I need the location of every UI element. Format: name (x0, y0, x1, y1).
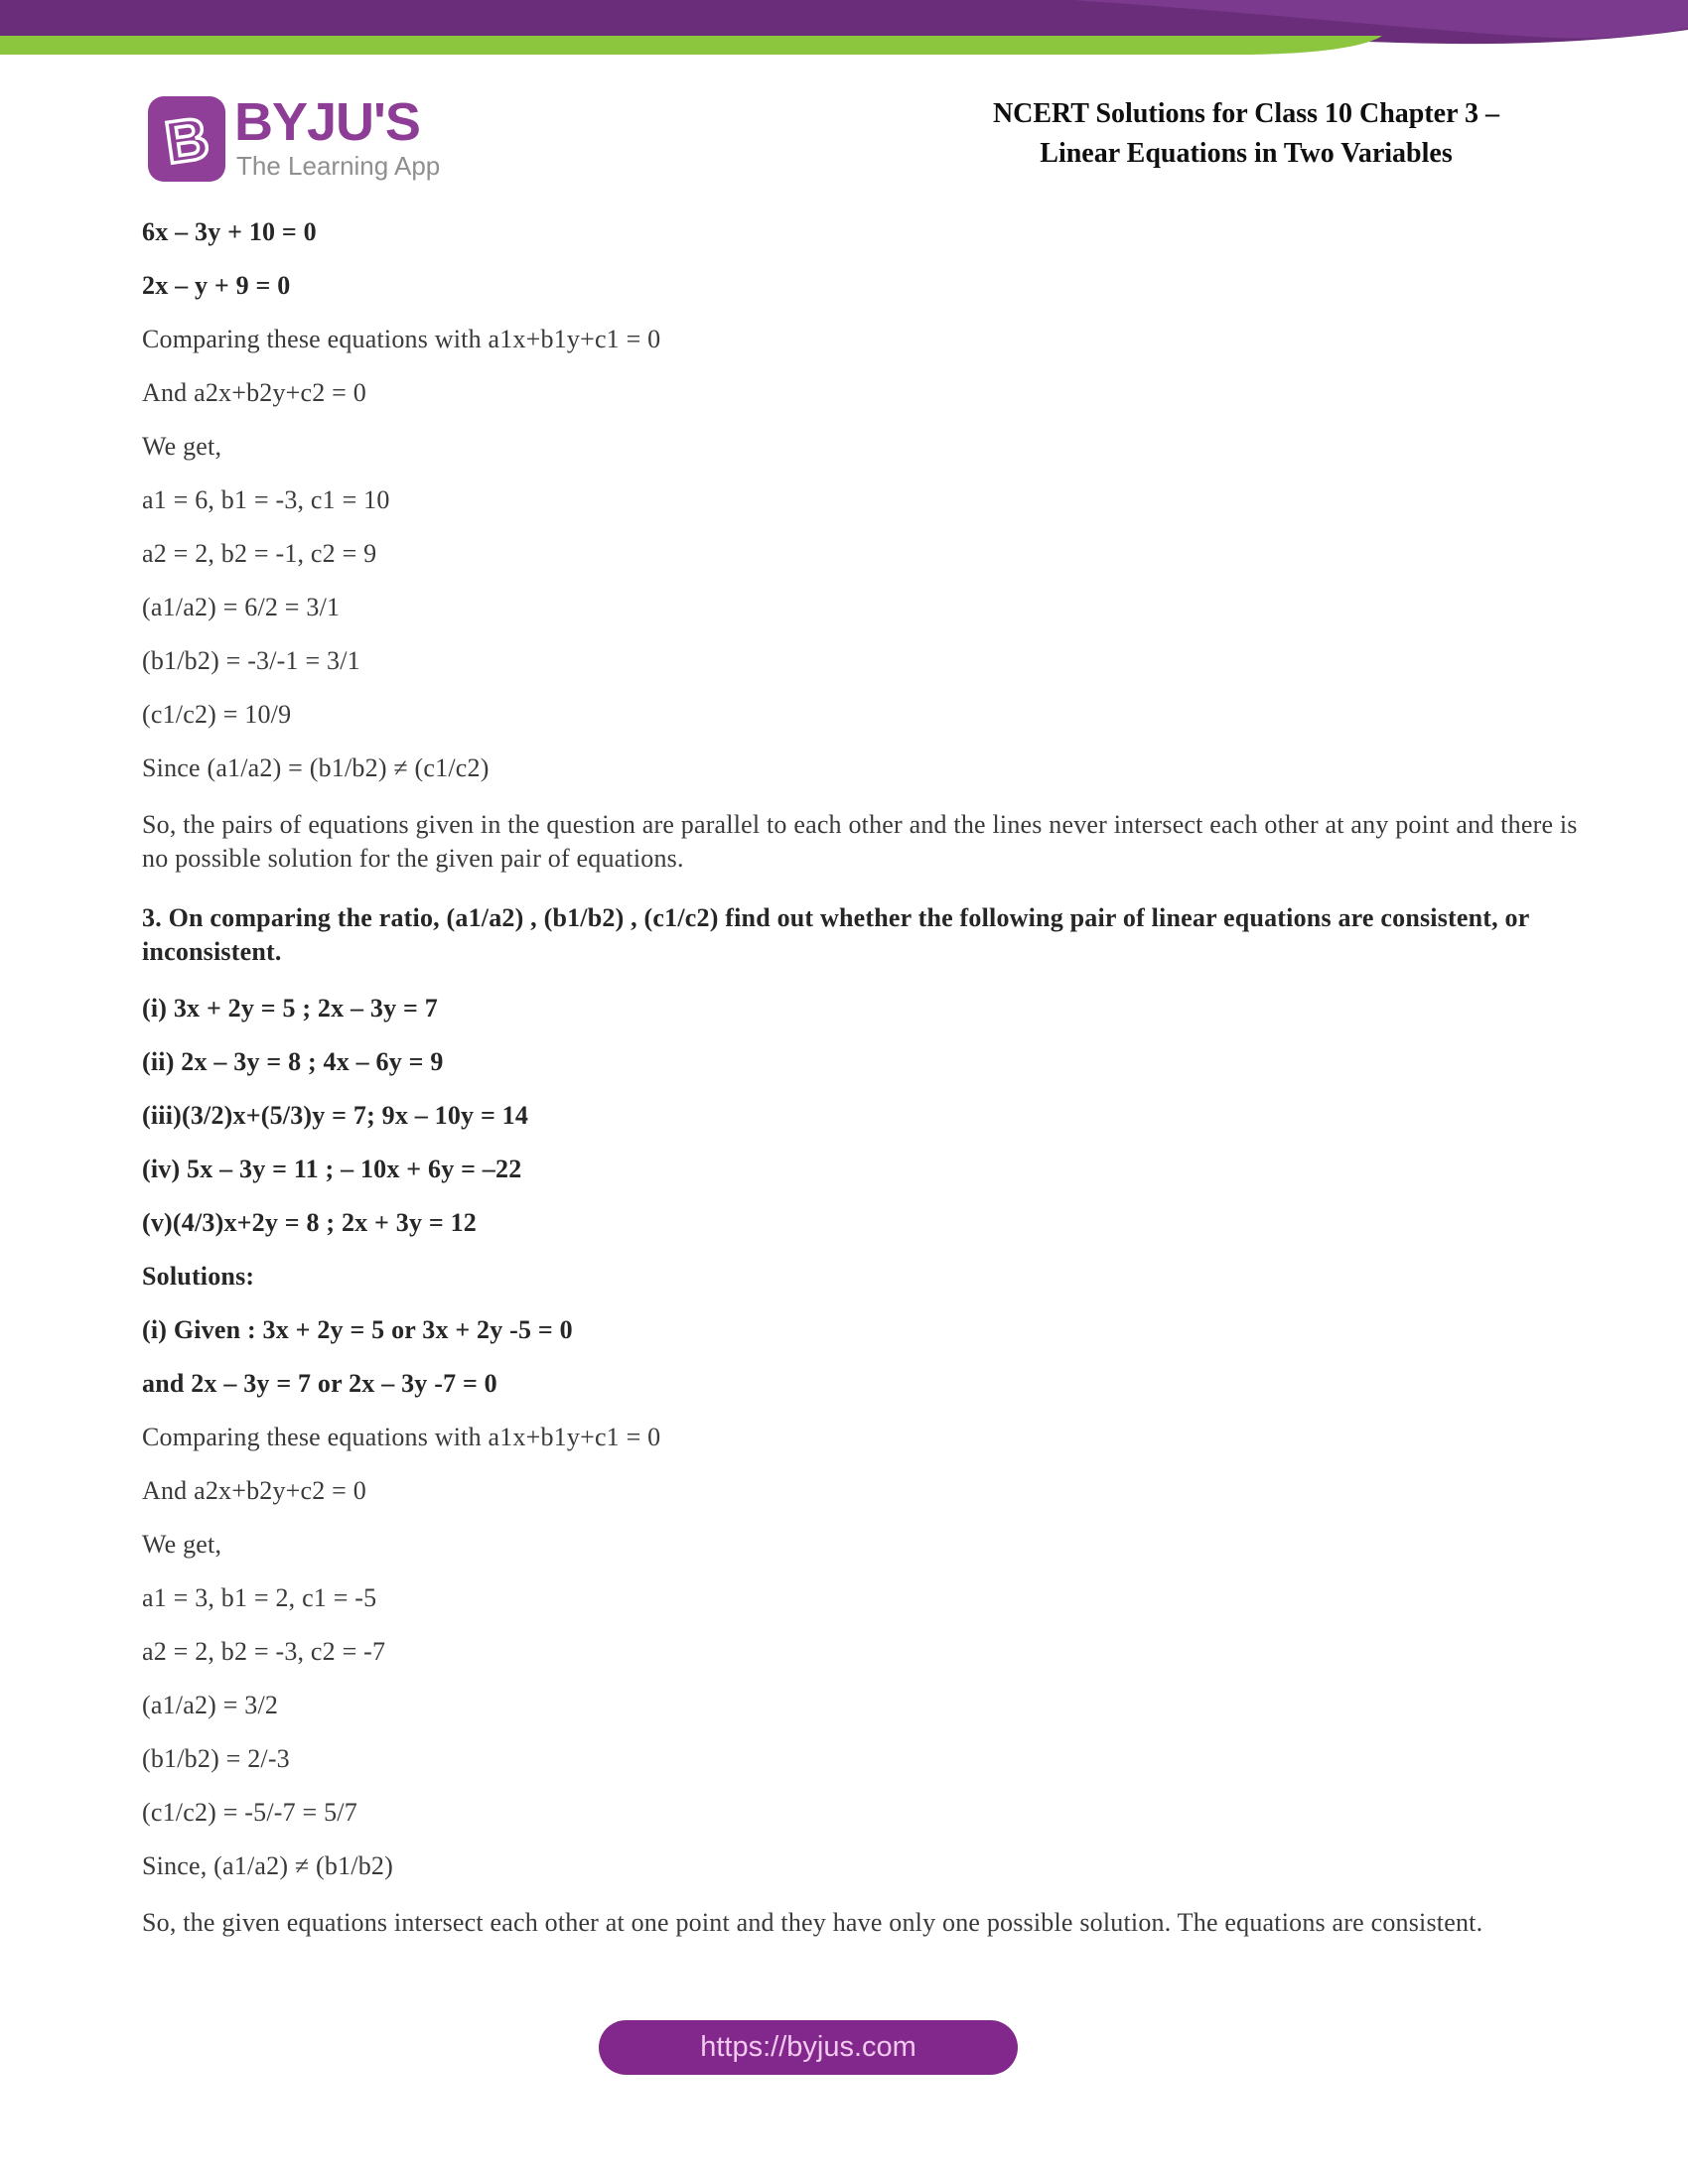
byjus-logo (147, 93, 475, 185)
equation-line: and 2x – 3y = 7 or 2x – 3y -7 = 0 (142, 1369, 497, 1398)
body-line: Comparing these equations with a1x+b1y+c1 = 0 (142, 325, 661, 353)
body-line: Comparing these equations with a1x+b1y+c1 = 0 (142, 1423, 661, 1451)
solutions-heading: Solutions: (142, 1262, 255, 1291)
page-title (948, 94, 1544, 174)
equation-line: (i) 3x + 2y = 5 ; 2x – 3y = 7 (142, 994, 438, 1023)
byjus-b-icon (147, 95, 226, 183)
body-line: We get, (142, 432, 222, 461)
body-line: We get, (142, 1530, 222, 1559)
equation-line: (iii)(3/2)x+(5/3)y = 7; 9x – 10y = 14 (142, 1101, 529, 1130)
conclusion-paragraph: So, the given equations intersect each other at one point and they have only one possible solution. The equations are consistent. (142, 1908, 1483, 1937)
equation-line: 6x – 3y + 10 = 0 (142, 217, 317, 246)
body-line: a1 = 3, b1 = 2, c1 = -5 (142, 1583, 377, 1612)
body-line: (b1/b2) = -3/-1 = 3/1 (142, 646, 360, 675)
body-line: And a2x+b2y+c2 = 0 (142, 1476, 366, 1505)
body-line: a2 = 2, b2 = -1, c2 = 9 (142, 539, 377, 568)
body-line: a2 = 2, b2 = -3, c2 = -7 (142, 1637, 386, 1666)
body-line: (c1/c2) = -5/-7 = 5/7 (142, 1798, 357, 1827)
svg-text:B: B (161, 104, 213, 177)
equation-line: 2x – y + 9 = 0 (142, 271, 291, 300)
body-line: (a1/a2) = 3/2 (142, 1691, 279, 1719)
body-line: a1 = 6, b1 = -3, c1 = 10 (142, 485, 390, 514)
byjus-wordmark: BYJU'S (234, 92, 420, 152)
body-line: (b1/b2) = 2/-3 (142, 1744, 290, 1773)
page-title-line2: Linear Equations in Two Variables (1040, 138, 1453, 169)
document-body (142, 218, 1582, 1966)
equation-line: (v)(4/3)x+2y = 8 ; 2x + 3y = 12 (142, 1208, 477, 1237)
conclusion-paragraph: So, the pairs of equations given in the question are parallel to each other and the lines never intersect each other at any point and there is no possible solution for the given pair of equations. (142, 810, 1578, 873)
body-line: Since (a1/a2) = (b1/b2) ≠ (c1/c2) (142, 753, 490, 782)
equation-line: (ii) 2x – 3y = 8 ; 4x – 6y = 9 (142, 1047, 444, 1076)
header-wave-banner (0, 0, 1688, 62)
body-line: (c1/c2) = 10/9 (142, 700, 292, 729)
byjus-link-button[interactable] (599, 2020, 1018, 2075)
body-line: (a1/a2) = 6/2 = 3/1 (142, 593, 341, 621)
page-title-line1: NCERT Solutions for Class 10 Chapter 3 – (992, 98, 1500, 129)
body-line: Since, (a1/a2) ≠ (b1/b2) (142, 1851, 393, 1880)
byjus-link-label: https://byjus.com (700, 2031, 916, 2063)
green-band-shape (0, 36, 1382, 55)
question-heading: 3. On comparing the ratio, (a1/a2) , (b1/b2) , (c1/c2) find out whether the following pair of linear equations are consistent, or inconsistent. (142, 903, 1530, 966)
equation-line: (iv) 5x – 3y = 11 ; – 10x + 6y = –22 (142, 1155, 522, 1183)
byjus-tagline: The Learning App (236, 151, 441, 181)
equation-line: (i) Given : 3x + 2y = 5 or 3x + 2y -5 = 0 (142, 1315, 573, 1344)
body-line: And a2x+b2y+c2 = 0 (142, 378, 366, 407)
